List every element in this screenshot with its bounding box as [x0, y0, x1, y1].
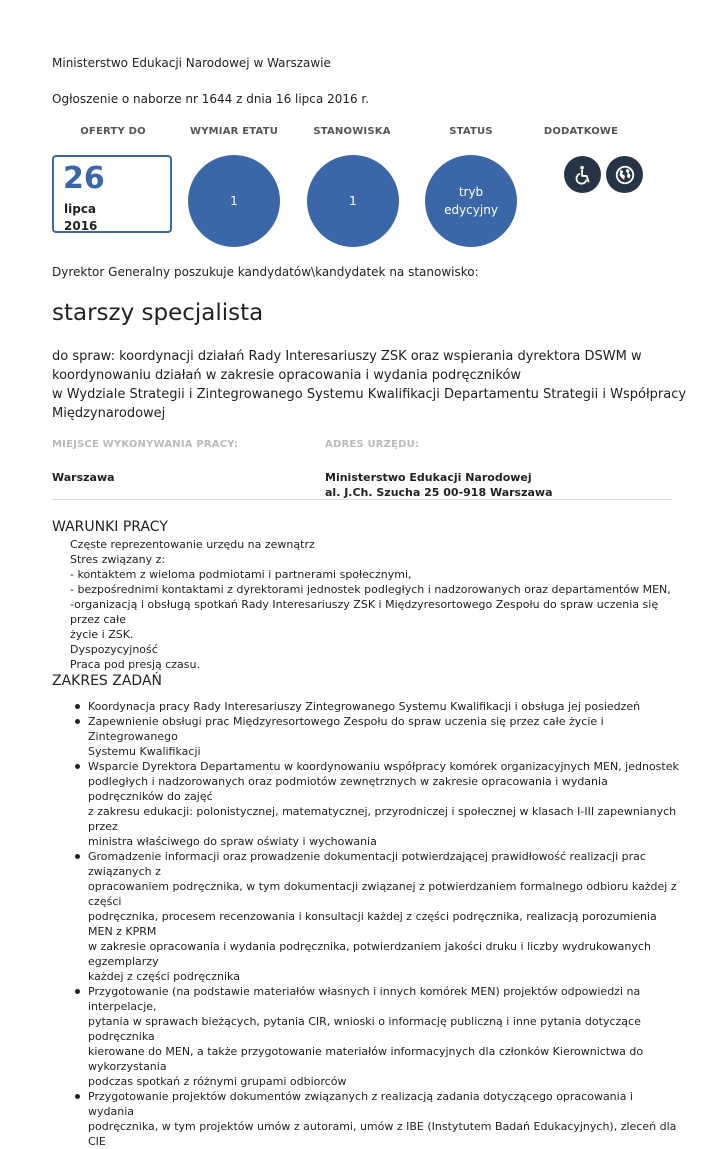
status-value-line2: edycyjny	[444, 203, 498, 217]
office-street: al. J.Ch. Szucha 25 00-918 Warszawa	[325, 486, 553, 499]
task-line: z zakresu edukacji: polonistycznej, matematycznej, przyrodniczej i społecznej w klasach I-III zapewnianych przez	[88, 805, 677, 833]
task-line: ministra właściwego do spraw oświaty i wychowania	[88, 835, 377, 848]
condition-line: - bezpośrednimi kontaktami z dyrektorami jednostek podległych i nadzorowanych oraz departamentów MEN,	[70, 583, 671, 596]
condition-line: Praca pod presją czasu.	[70, 658, 200, 671]
task-line: pytania w sprawach bieżących, pytania CIR, wnioski o informację publiczną i inne pytania dotyczące podręcznika	[88, 1015, 641, 1043]
scope-line-1: do spraw: koordynacji działań Rady Interesariuszy ZSK oraz wspierania dyrektora DSWM w	[52, 349, 642, 364]
condition-line: życie i ZSK.	[70, 628, 134, 641]
task-line: podczas spotkań z różnymi grupami odbiorców	[88, 1075, 347, 1088]
task-line: podręcznika, w tym projektów umów z autorami, umów z IBE (Instytutem Badań Edukacyjnych), zleceń dla CIE	[88, 1120, 677, 1148]
tasks-title: ZAKRES ZADAŃ	[52, 673, 163, 689]
conditions-title: WARUNKI PRACY	[52, 519, 168, 535]
task-line: Wsparcie Dyrektora Departamentu w koordynowaniu współpracy komórek organizacyjnych MEN, jednostek	[88, 760, 679, 773]
condition-line: Dyspozycyjność	[70, 643, 158, 656]
task-line: Zapewnienie obsługi prac Międzyresortowego Zespołu do spraw uczenia się przez całe życie i Zintegrowanego	[88, 715, 604, 743]
task-line: Przygotowanie (na podstawie materiałów własnych i innych komórek MEN) projektów odpowiedzi na interpelacje,	[88, 985, 641, 1013]
condition-line: - kontaktem z wieloma podmiotami i partnerami społecznymi,	[70, 568, 412, 581]
scope-line-4: Międzynarodowej	[52, 406, 166, 421]
task-item	[71, 849, 681, 984]
position-title: starszy specjalista	[52, 300, 264, 326]
workplace-label: MIEJSCE WYKONYWANIA PRACY:	[52, 439, 239, 450]
task-line: Przygotowanie projektów dokumentów związanych z realizacją zadania dotyczącego opracowania i wydania	[88, 1090, 634, 1118]
condition-line: -organizacją i obsługą spotkań Rady Interesariuszy ZSK i Międzyresortowego Zespołu do spraw uczenia się przez całe	[70, 598, 659, 626]
task-line: Koordynacja pracy Rady Interesariuszy Zintegrowanego Systemu Kwalifikacji i obsługa jej posiedzeń	[88, 700, 641, 713]
scope-line-3: w Wydziale Strategii i Zintegrowanego Systemu Kwalifikacji Departamentu Strategii i Współpracy	[52, 387, 687, 402]
task-item	[71, 984, 681, 1089]
task-line: podręcznika, procesem recenzowania i konsultacji każdej z części podręcznika, realizacją porozumienia MEN z KPRM	[88, 910, 657, 938]
status-circle	[425, 155, 517, 247]
task-item	[71, 1089, 681, 1149]
ministry-name: Ministerstwo Edukacji Narodowej w Warszawie	[52, 56, 331, 70]
task-item	[71, 699, 681, 714]
label-job-size: WYMIAR ETATU	[189, 126, 279, 137]
office-address	[325, 470, 553, 500]
deadline-month: lipca	[64, 202, 97, 216]
office-name: Ministerstwo Edukacji Narodowej	[325, 471, 532, 484]
wheelchair-icon	[564, 156, 601, 193]
task-line: Systemu Kwalifikacji	[88, 745, 201, 758]
deadline-day: 26	[63, 161, 105, 196]
office-address-label: ADRES URZĘDU:	[325, 439, 420, 450]
task-line: w zakresie opracowania i wydania podręcznika, potwierdzaniem jakości druku i liczby wydrukowanych egzemplarzy	[88, 940, 651, 968]
task-line: podległych i nadzorowanych oraz podmiotów zewnętrznych w zakresie opracowania i wydania podręczników do zajęć	[88, 775, 608, 803]
status-value-line1: tryb	[458, 185, 484, 199]
announcement-title: Ogłoszenie o naborze nr 1644 z dnia 16 lipca 2016 r.	[52, 92, 370, 106]
task-line: każdej z części podręcznika	[88, 970, 240, 983]
label-positions: STANOWISKA	[313, 126, 391, 137]
scope-line-2: koordynowaniu działań w zakresie opracowania i wydania podręczników	[52, 368, 522, 383]
deadline-box	[52, 155, 172, 233]
job-size-circle	[188, 155, 280, 247]
globe-icon	[606, 156, 643, 193]
job-size-value: 1	[230, 194, 238, 208]
task-line: kierowane do MEN, a także przygotowanie materiałów informacyjnych dla członków Kierownictwa do wykorzystania	[88, 1045, 644, 1073]
positions-value: 1	[349, 194, 357, 208]
task-item	[71, 714, 681, 759]
positions-circle	[307, 155, 399, 247]
label-status: STATUS	[449, 126, 493, 137]
task-line: Gromadzenie informacji oraz prowadzenie dokumentacji potwierdzającej prawidłowość realizacji prac związanych z	[88, 850, 646, 878]
section-divider	[52, 499, 672, 500]
label-offers-by: OFERTY DO	[80, 126, 146, 137]
conditions-list	[70, 537, 680, 672]
condition-line: Częste reprezentowanie urzędu na zewnątrz	[70, 538, 315, 551]
condition-line: Stres związany z:	[70, 553, 166, 566]
task-line: opracowaniem podręcznika, w tym dokumentacji związanej z potwierdzaniem formalnego odbioru każdej z części	[88, 880, 677, 908]
label-extra: DODATKOWE	[543, 126, 619, 137]
deadline-year: 2016	[64, 219, 98, 233]
intro-text: Dyrektor Generalny poszukuje kandydatów\kandydatek na stanowisko:	[52, 265, 479, 279]
workplace-value: Warszawa	[52, 471, 115, 484]
tasks-list	[71, 699, 681, 1149]
position-scope	[52, 347, 692, 423]
task-item	[71, 759, 681, 849]
